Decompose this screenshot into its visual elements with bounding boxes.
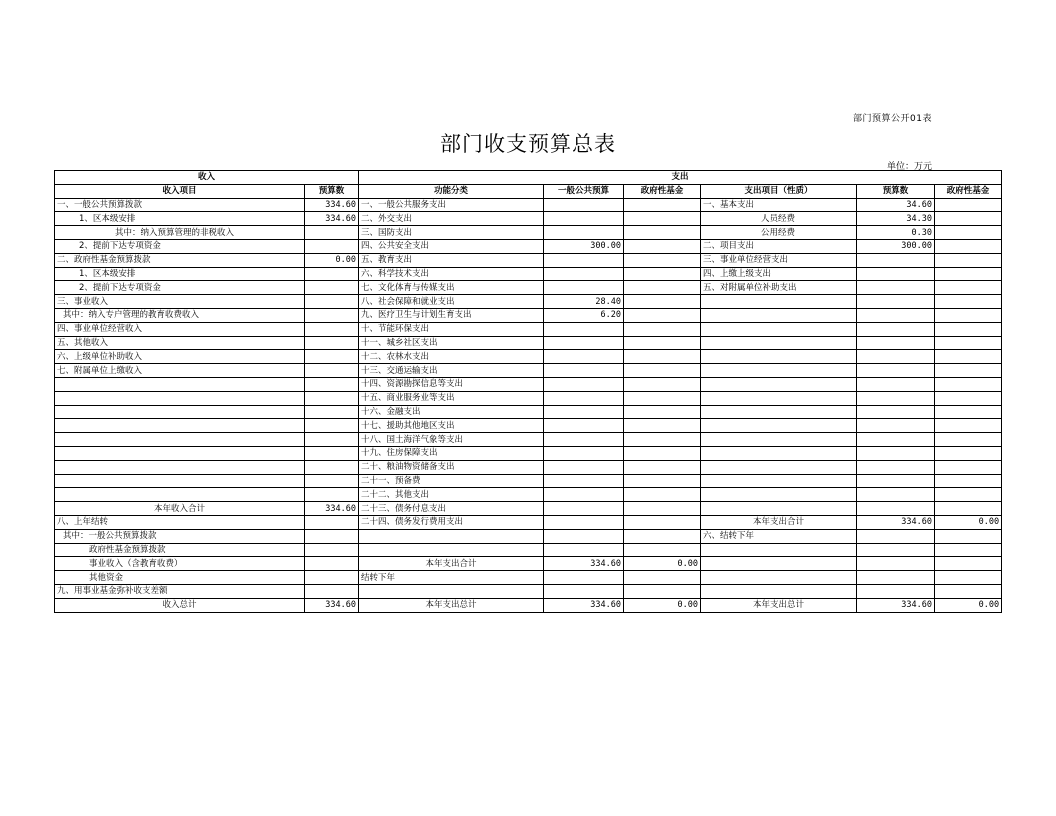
- expense-item-cell: [701, 446, 857, 460]
- page-title: 部门收支预算总表: [440, 132, 616, 156]
- col-general-budget: 一般公共预算: [544, 184, 624, 198]
- form-number: 部门预算公开01表: [853, 114, 932, 124]
- income-item-cell: 一、一般公共预算拨款: [55, 198, 305, 212]
- gov-fund-cell: [624, 253, 701, 267]
- table-row: [55, 557, 1002, 571]
- income-item-cell: [55, 446, 305, 460]
- expense-budget-cell: [857, 253, 935, 267]
- general-budget-cell: [544, 212, 624, 226]
- income-budget-cell: [305, 322, 359, 336]
- function-class-cell: 十四、资源勘探信息等支出: [359, 377, 544, 391]
- function-class-cell: 九、医疗卫生与计划生育支出: [359, 308, 544, 322]
- gov-fund-cell: [624, 446, 701, 460]
- function-class-cell: 六、科学技术支出: [359, 267, 544, 281]
- income-budget-cell: [305, 474, 359, 488]
- function-class-cell: 本年支出合计: [359, 557, 544, 571]
- income-budget-cell: 334.60: [305, 198, 359, 212]
- expense-gov-fund-cell: [935, 364, 1002, 378]
- gov-fund-cell: [624, 281, 701, 295]
- gov-fund-cell: [624, 295, 701, 309]
- expense-item-cell: 四、上缴上级支出: [701, 267, 857, 281]
- table-row: [55, 350, 1002, 364]
- gov-fund-cell: [624, 391, 701, 405]
- expense-budget-cell: 334.60: [857, 598, 935, 612]
- gov-fund-cell: [624, 239, 701, 253]
- general-budget-cell: [544, 391, 624, 405]
- table-row: [55, 488, 1002, 502]
- gov-fund-cell: [624, 226, 701, 240]
- table-row: [55, 598, 1002, 612]
- expense-budget-cell: [857, 391, 935, 405]
- expense-budget-cell: [857, 584, 935, 598]
- gov-fund-cell: [624, 543, 701, 557]
- income-budget-cell: [305, 295, 359, 309]
- gov-fund-cell: [624, 515, 701, 529]
- expense-item-cell: [701, 295, 857, 309]
- expense-gov-fund-cell: [935, 322, 1002, 336]
- income-budget-cell: [305, 557, 359, 571]
- income-budget-cell: [305, 446, 359, 460]
- general-budget-cell: [544, 419, 624, 433]
- income-budget-cell: [305, 419, 359, 433]
- income-item-cell: 三、事业收入: [55, 295, 305, 309]
- expense-item-cell: [701, 391, 857, 405]
- expense-item-cell: [701, 419, 857, 433]
- function-class-cell: 二十二、其他支出: [359, 488, 544, 502]
- expense-item-cell: 三、事业单位经营支出: [701, 253, 857, 267]
- expense-gov-fund-cell: [935, 405, 1002, 419]
- expense-budget-cell: [857, 322, 935, 336]
- table-row: [55, 226, 1002, 240]
- income-item-cell: 事业收入（含教育收费）: [55, 557, 305, 571]
- function-class-cell: 五、教育支出: [359, 253, 544, 267]
- expense-gov-fund-cell: [935, 212, 1002, 226]
- general-budget-cell: [544, 433, 624, 447]
- income-budget-cell: [305, 460, 359, 474]
- gov-fund-cell: [624, 322, 701, 336]
- function-class-cell: 二十一、预备费: [359, 474, 544, 488]
- income-item-cell: 政府性基金预算拨款: [55, 543, 305, 557]
- function-class-cell: 七、文化体育与传媒支出: [359, 281, 544, 295]
- table-row: [55, 584, 1002, 598]
- income-budget-cell: 334.60: [305, 598, 359, 612]
- function-class-cell: 本年支出总计: [359, 598, 544, 612]
- table-row: [55, 446, 1002, 460]
- general-budget-cell: [544, 515, 624, 529]
- gov-fund-cell: [624, 336, 701, 350]
- income-item-cell: 二、政府性基金预算拨款: [55, 253, 305, 267]
- function-class-cell: 十二、农林水支出: [359, 350, 544, 364]
- expense-gov-fund-cell: [935, 253, 1002, 267]
- expense-gov-fund-cell: [935, 446, 1002, 460]
- gov-fund-cell: [624, 405, 701, 419]
- income-item-cell: 收入总计: [55, 598, 305, 612]
- general-budget-cell: [544, 571, 624, 585]
- gov-fund-cell: [624, 198, 701, 212]
- table-row: [55, 212, 1002, 226]
- income-budget-cell: [305, 308, 359, 322]
- income-budget-cell: [305, 488, 359, 502]
- income-item-cell: [55, 405, 305, 419]
- income-item-cell: 2、提前下达专项资金: [55, 281, 305, 295]
- expense-gov-fund-cell: [935, 557, 1002, 571]
- gov-fund-cell: [624, 364, 701, 378]
- expense-item-cell: [701, 460, 857, 474]
- income-item-cell: 1、区本级安排: [55, 212, 305, 226]
- expense-budget-cell: [857, 488, 935, 502]
- col-gov-fund: 政府性基金: [624, 184, 701, 198]
- expense-budget-cell: [857, 460, 935, 474]
- gov-fund-cell: [624, 419, 701, 433]
- table-row: [55, 377, 1002, 391]
- income-budget-cell: [305, 584, 359, 598]
- general-budget-cell: [544, 584, 624, 598]
- expense-group-header: 支出: [359, 171, 1002, 185]
- general-budget-cell: [544, 364, 624, 378]
- gov-fund-cell: [624, 212, 701, 226]
- col-expense-budget: 预算数: [857, 184, 935, 198]
- gov-fund-cell: [624, 308, 701, 322]
- general-budget-cell: 28.40: [544, 295, 624, 309]
- income-budget-cell: [305, 364, 359, 378]
- expense-gov-fund-cell: [935, 350, 1002, 364]
- general-budget-cell: [544, 281, 624, 295]
- expense-item-cell: 公用经费: [701, 226, 857, 240]
- expense-item-cell: 一、基本支出: [701, 198, 857, 212]
- expense-budget-cell: [857, 474, 935, 488]
- income-budget-cell: [305, 571, 359, 585]
- function-class-cell: 十五、商业服务业等支出: [359, 391, 544, 405]
- general-budget-cell: 6.20: [544, 308, 624, 322]
- income-item-cell: 六、上级单位补助收入: [55, 350, 305, 364]
- income-item-cell: [55, 433, 305, 447]
- expense-item-cell: [701, 377, 857, 391]
- income-budget-cell: [305, 226, 359, 240]
- general-budget-cell: [544, 377, 624, 391]
- function-class-cell: 二十、粮油物资储备支出: [359, 460, 544, 474]
- income-item-cell: 四、事业单位经营收入: [55, 322, 305, 336]
- function-class-cell: 十、节能环保支出: [359, 322, 544, 336]
- gov-fund-cell: 0.00: [624, 557, 701, 571]
- table-row: [55, 322, 1002, 336]
- column-header-row: [55, 184, 1002, 198]
- expense-budget-cell: [857, 571, 935, 585]
- income-item-cell: 其中：一般公共预算拨款: [55, 529, 305, 543]
- function-class-cell: 十一、城乡社区支出: [359, 336, 544, 350]
- expense-gov-fund-cell: [935, 488, 1002, 502]
- gov-fund-cell: [624, 571, 701, 585]
- expense-gov-fund-cell: [935, 571, 1002, 585]
- general-budget-cell: [544, 460, 624, 474]
- income-item-cell: 九、用事业基金弥补收支差额: [55, 584, 305, 598]
- expense-gov-fund-cell: [935, 281, 1002, 295]
- income-budget-cell: [305, 350, 359, 364]
- expense-gov-fund-cell: [935, 543, 1002, 557]
- income-budget-cell: 0.00: [305, 253, 359, 267]
- income-item-cell: [55, 419, 305, 433]
- function-class-cell: 二十四、债务发行费用支出: [359, 515, 544, 529]
- expense-budget-cell: 300.00: [857, 239, 935, 253]
- expense-item-cell: [701, 336, 857, 350]
- expense-gov-fund-cell: [935, 336, 1002, 350]
- table-row: [55, 405, 1002, 419]
- expense-gov-fund-cell: [935, 419, 1002, 433]
- expense-gov-fund-cell: [935, 474, 1002, 488]
- income-budget-cell: [305, 377, 359, 391]
- col-income-budget: 预算数: [305, 184, 359, 198]
- general-budget-cell: 334.60: [544, 598, 624, 612]
- budget-summary-table: [54, 170, 1002, 613]
- expense-budget-cell: [857, 267, 935, 281]
- unit-label: 单位：万元: [886, 162, 932, 172]
- function-class-cell: 十七、援助其他地区支出: [359, 419, 544, 433]
- expense-budget-cell: [857, 529, 935, 543]
- general-budget-cell: [544, 502, 624, 516]
- expense-item-cell: [701, 364, 857, 378]
- expense-item-cell: [701, 571, 857, 585]
- function-class-cell: 十六、金融支出: [359, 405, 544, 419]
- expense-item-cell: [701, 488, 857, 502]
- gov-fund-cell: 0.00: [624, 598, 701, 612]
- expense-budget-cell: [857, 543, 935, 557]
- expense-budget-cell: [857, 433, 935, 447]
- col-expense-gov-fund: 政府性基金: [935, 184, 1002, 198]
- general-budget-cell: [544, 350, 624, 364]
- income-item-cell: 八、上年结转: [55, 515, 305, 529]
- expense-item-cell: 本年支出合计: [701, 515, 857, 529]
- gov-fund-cell: [624, 502, 701, 516]
- gov-fund-cell: [624, 350, 701, 364]
- expense-budget-cell: [857, 557, 935, 571]
- expense-budget-cell: 0.30: [857, 226, 935, 240]
- general-budget-cell: [544, 198, 624, 212]
- expense-item-cell: 六、结转下年: [701, 529, 857, 543]
- function-class-cell: 结转下年: [359, 571, 544, 585]
- income-budget-cell: [305, 391, 359, 405]
- gov-fund-cell: [624, 377, 701, 391]
- function-class-cell: 八、社会保障和就业支出: [359, 295, 544, 309]
- income-budget-cell: [305, 281, 359, 295]
- income-item-cell: 2、提前下达专项资金: [55, 239, 305, 253]
- income-item-cell: [55, 391, 305, 405]
- gov-fund-cell: [624, 433, 701, 447]
- expense-item-cell: [701, 557, 857, 571]
- income-item-cell: [55, 474, 305, 488]
- income-item-cell: [55, 488, 305, 502]
- function-class-cell: [359, 529, 544, 543]
- function-class-cell: [359, 584, 544, 598]
- general-budget-cell: [544, 253, 624, 267]
- general-budget-cell: [544, 543, 624, 557]
- income-budget-cell: [305, 239, 359, 253]
- function-class-cell: 三、国防支出: [359, 226, 544, 240]
- expense-item-cell: [701, 543, 857, 557]
- table-row: [55, 543, 1002, 557]
- expense-budget-cell: [857, 446, 935, 460]
- function-class-cell: 二十三、债务付息支出: [359, 502, 544, 516]
- expense-budget-cell: [857, 405, 935, 419]
- general-budget-cell: [544, 336, 624, 350]
- expense-item-cell: [701, 322, 857, 336]
- table-row: [55, 253, 1002, 267]
- general-budget-cell: [544, 529, 624, 543]
- expense-budget-cell: [857, 419, 935, 433]
- income-item-cell: 本年收入合计: [55, 502, 305, 516]
- general-budget-cell: [544, 226, 624, 240]
- expense-gov-fund-cell: [935, 295, 1002, 309]
- table-row: [55, 267, 1002, 281]
- col-expense-item: 支出项目（性质）: [701, 184, 857, 198]
- table-row: [55, 391, 1002, 405]
- income-item-cell: 其中：纳入预算管理的非税收入: [55, 226, 305, 240]
- general-budget-cell: 300.00: [544, 239, 624, 253]
- gov-fund-cell: [624, 267, 701, 281]
- general-budget-cell: [544, 488, 624, 502]
- income-group-header: 收入: [55, 171, 359, 185]
- expense-item-cell: [701, 474, 857, 488]
- expense-item-cell: [701, 502, 857, 516]
- expense-item-cell: 本年支出总计: [701, 598, 857, 612]
- function-class-cell: 一、一般公共服务支出: [359, 198, 544, 212]
- expense-item-cell: 五、对附属单位补助支出: [701, 281, 857, 295]
- table-row: [55, 460, 1002, 474]
- table-row: [55, 529, 1002, 543]
- col-income-item: 收入项目: [55, 184, 305, 198]
- income-item-cell: 1、区本级安排: [55, 267, 305, 281]
- expense-budget-cell: 334.60: [857, 515, 935, 529]
- expense-budget-cell: [857, 377, 935, 391]
- expense-budget-cell: [857, 336, 935, 350]
- expense-item-cell: 二、项目支出: [701, 239, 857, 253]
- expense-budget-cell: 34.30: [857, 212, 935, 226]
- income-item-cell: [55, 377, 305, 391]
- income-item-cell: 其他资金: [55, 571, 305, 585]
- function-class-cell: 十九、住房保障支出: [359, 446, 544, 460]
- expense-budget-cell: [857, 502, 935, 516]
- table-row: [55, 433, 1002, 447]
- income-budget-cell: [305, 267, 359, 281]
- expense-item-cell: [701, 584, 857, 598]
- table-row: [55, 364, 1002, 378]
- expense-item-cell: 人员经费: [701, 212, 857, 226]
- general-budget-cell: [544, 267, 624, 281]
- expense-gov-fund-cell: [935, 460, 1002, 474]
- table-row: [55, 419, 1002, 433]
- expense-gov-fund-cell: [935, 198, 1002, 212]
- expense-budget-cell: [857, 350, 935, 364]
- group-header-row: [55, 171, 1002, 185]
- income-item-cell: 五、其他收入: [55, 336, 305, 350]
- function-class-cell: 四、公共安全支出: [359, 239, 544, 253]
- col-function-class: 功能分类: [359, 184, 544, 198]
- income-budget-cell: 334.60: [305, 502, 359, 516]
- gov-fund-cell: [624, 474, 701, 488]
- gov-fund-cell: [624, 584, 701, 598]
- gov-fund-cell: [624, 529, 701, 543]
- income-budget-cell: [305, 529, 359, 543]
- general-budget-cell: [544, 322, 624, 336]
- general-budget-cell: [544, 446, 624, 460]
- expense-budget-cell: [857, 295, 935, 309]
- expense-gov-fund-cell: 0.00: [935, 598, 1002, 612]
- expense-item-cell: [701, 350, 857, 364]
- table-row: [55, 281, 1002, 295]
- expense-gov-fund-cell: [935, 584, 1002, 598]
- income-budget-cell: [305, 405, 359, 419]
- table-row: [55, 239, 1002, 253]
- function-class-cell: 十八、国土海洋气象等支出: [359, 433, 544, 447]
- expense-gov-fund-cell: [935, 502, 1002, 516]
- expense-budget-cell: 34.60: [857, 198, 935, 212]
- income-item-cell: 其中：纳入专户管理的教育收费收入: [55, 308, 305, 322]
- expense-item-cell: [701, 405, 857, 419]
- table-row: [55, 308, 1002, 322]
- table-row: [55, 295, 1002, 309]
- income-budget-cell: [305, 543, 359, 557]
- income-item-cell: 七、附属单位上缴收入: [55, 364, 305, 378]
- expense-gov-fund-cell: [935, 433, 1002, 447]
- expense-gov-fund-cell: 0.00: [935, 515, 1002, 529]
- function-class-cell: [359, 543, 544, 557]
- table-row: [55, 198, 1002, 212]
- general-budget-cell: 334.60: [544, 557, 624, 571]
- income-item-cell: [55, 460, 305, 474]
- expense-item-cell: [701, 433, 857, 447]
- expense-budget-cell: [857, 308, 935, 322]
- income-budget-cell: [305, 515, 359, 529]
- income-budget-cell: [305, 336, 359, 350]
- table-row: [55, 336, 1002, 350]
- expense-gov-fund-cell: [935, 529, 1002, 543]
- expense-gov-fund-cell: [935, 308, 1002, 322]
- income-budget-cell: [305, 433, 359, 447]
- table-row: [55, 474, 1002, 488]
- gov-fund-cell: [624, 460, 701, 474]
- expense-budget-cell: [857, 364, 935, 378]
- table-row: [55, 502, 1002, 516]
- expense-gov-fund-cell: [935, 226, 1002, 240]
- expense-budget-cell: [857, 281, 935, 295]
- function-class-cell: 二、外交支出: [359, 212, 544, 226]
- table-row: [55, 571, 1002, 585]
- general-budget-cell: [544, 474, 624, 488]
- gov-fund-cell: [624, 488, 701, 502]
- expense-gov-fund-cell: [935, 377, 1002, 391]
- income-budget-cell: 334.60: [305, 212, 359, 226]
- expense-gov-fund-cell: [935, 391, 1002, 405]
- expense-item-cell: [701, 308, 857, 322]
- function-class-cell: 十三、交通运输支出: [359, 364, 544, 378]
- expense-gov-fund-cell: [935, 239, 1002, 253]
- table-row: [55, 515, 1002, 529]
- general-budget-cell: [544, 405, 624, 419]
- expense-gov-fund-cell: [935, 267, 1002, 281]
